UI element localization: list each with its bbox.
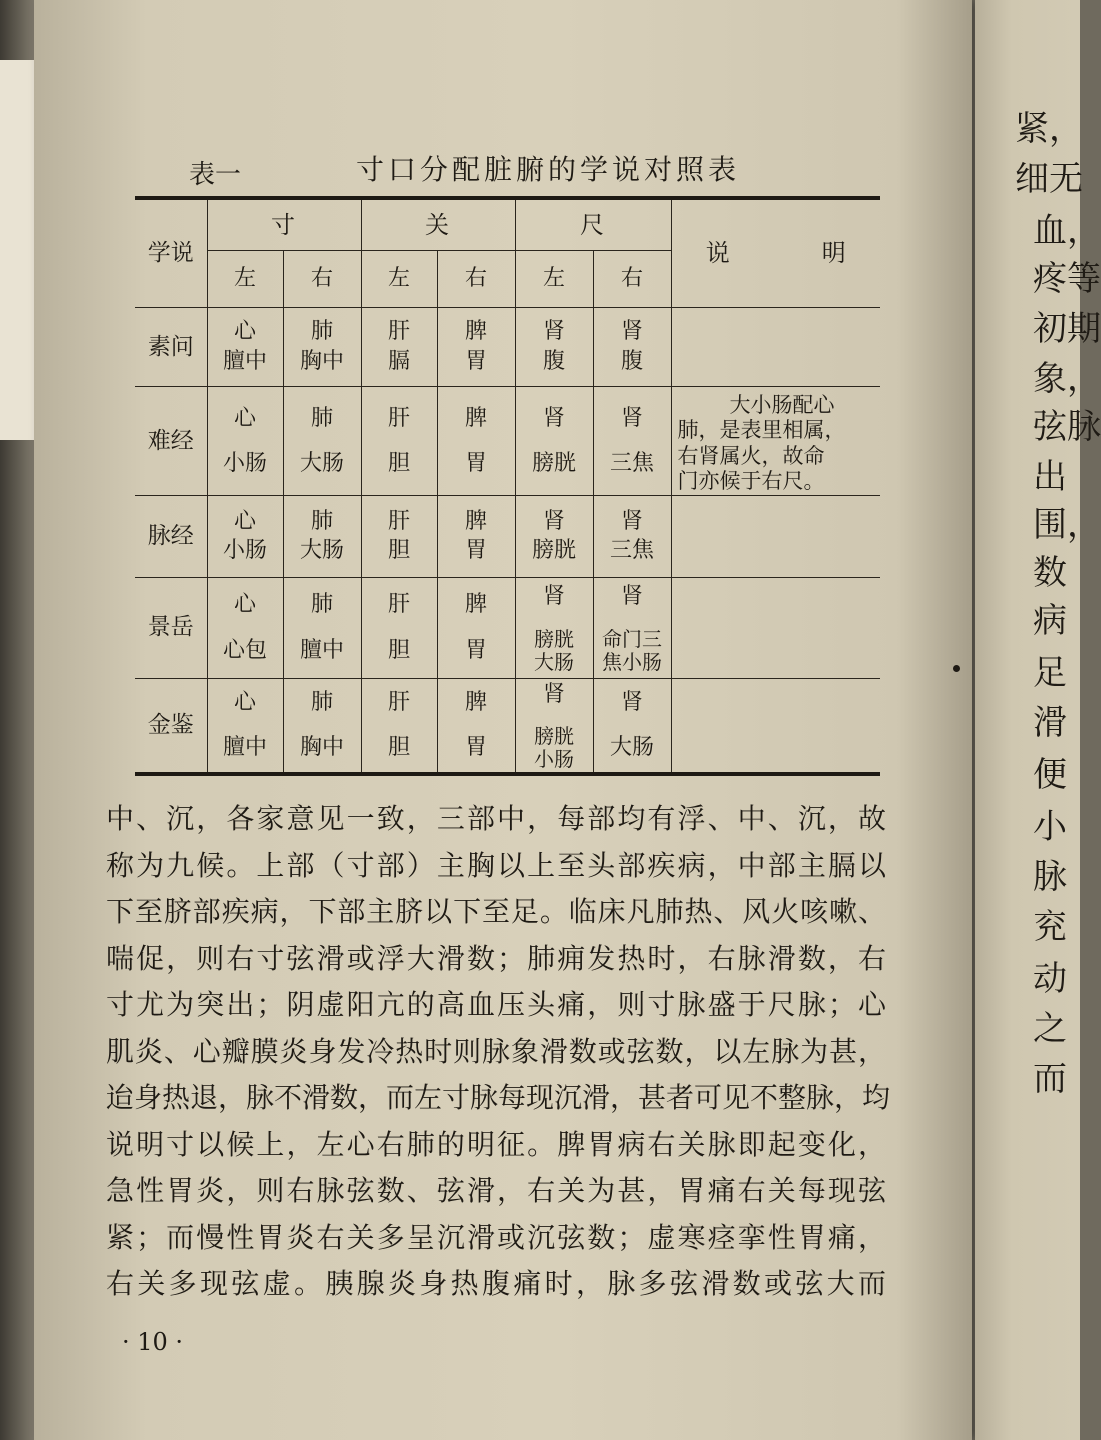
adjacent-page-text: 便 (1033, 755, 1067, 795)
organ-cell (207, 577, 283, 678)
table-row (135, 577, 880, 678)
organ-name: 膻中 (222, 735, 267, 761)
organ-cell (515, 308, 593, 387)
organ-name: 肾 (542, 681, 565, 707)
organ-cell (593, 387, 671, 496)
adjacent-page-text: 围， (1033, 505, 1101, 545)
organ-name: 肺 (310, 592, 333, 618)
organ-name: 肾 (620, 689, 643, 715)
adjacent-page-text: 疼等 (1033, 259, 1101, 299)
organ-cell (207, 678, 283, 774)
page-number: · 10 · (122, 1328, 184, 1356)
organ-name: 胆 (387, 451, 410, 477)
header-right: 右 (283, 251, 361, 308)
organ-name: 胆 (387, 538, 410, 564)
organ-cell (593, 308, 671, 387)
organ-name: 心 (233, 689, 256, 715)
text-line: 肌炎、心瓣膜炎身发冷热时则脉象滑数或弦数，以左脉为甚， (106, 1034, 886, 1068)
organ-name: 肾 (620, 583, 643, 609)
organ-name: 肾 (620, 508, 643, 534)
organ-name: 肾 (542, 319, 565, 345)
organ-name: 心包 (222, 637, 267, 663)
organ-cell (361, 678, 437, 774)
header-left: 左 (361, 251, 437, 308)
organ-cell (207, 387, 283, 496)
organ-cell (437, 496, 515, 577)
text-line: 称为九候。上部（寸部）主胸以上至头部疾病，中部主膈以 (106, 848, 886, 882)
organ-name: 焦小肠 (602, 649, 662, 674)
organ-cell (593, 577, 671, 678)
organ-name: 小肠 (534, 747, 574, 772)
adjacent-page-text: 数 (1033, 553, 1067, 593)
row-school: 金鉴 (135, 678, 207, 774)
adjacent-page-text: 足 (1033, 653, 1067, 693)
explanation-cell (671, 678, 880, 774)
organ-name: 肝 (387, 592, 410, 618)
text-line: 说明寸以候上，左心右肺的明征。脾胃病右关脉即起变化， (106, 1127, 886, 1161)
explanation-cell (671, 308, 880, 387)
adjacent-page-text: 兖 (1033, 907, 1067, 947)
organ-cell (437, 577, 515, 678)
organ-cell (515, 496, 593, 577)
organ-cell (283, 308, 361, 387)
organ-name: 肺 (310, 405, 333, 431)
organ-name: 胆 (387, 735, 410, 761)
organ-name: 三焦 (609, 451, 654, 477)
adjacent-page-text: 动 (1033, 959, 1067, 999)
text-line: 紧；而慢性胃炎右关多呈沉滑或沉弦数；虚寒痉挛性胃痛， (106, 1220, 886, 1254)
organ-name: 胃 (464, 349, 487, 375)
row-school: 景岳 (135, 577, 207, 678)
organ-cell (361, 577, 437, 678)
organ-name: 肾 (542, 405, 565, 431)
row-school: 素问 (135, 308, 207, 387)
organ-name: 脾 (464, 592, 487, 618)
organ-name: 肾 (542, 508, 565, 534)
header-guan: 关 (361, 198, 515, 251)
table-row (135, 387, 880, 496)
book-page (34, 0, 972, 1440)
header-right: 右 (593, 251, 671, 308)
organ-name: 心 (233, 592, 256, 618)
organ-name: 胃 (464, 735, 487, 761)
organ-name: 膻中 (222, 349, 267, 375)
organ-cell (361, 496, 437, 577)
page-edge-tab (0, 60, 37, 440)
table-body (135, 308, 880, 774)
explanation-line: 肺，是表里相属， (677, 418, 846, 443)
organ-cell (593, 678, 671, 774)
organ-name: 脾 (464, 508, 487, 534)
adjacent-page-text: 病 (1033, 601, 1067, 641)
organ-name: 脾 (464, 319, 487, 345)
row-school: 脉经 (135, 496, 207, 577)
organ-name: 小肠 (222, 451, 267, 477)
organ-cell (361, 308, 437, 387)
organ-name: 大肠 (609, 735, 654, 761)
adjacent-page-text: 滑 (1033, 703, 1067, 743)
table-row (135, 308, 880, 387)
organ-name: 大肠 (534, 649, 574, 674)
organ-cell (515, 678, 593, 774)
header-left: 左 (515, 251, 593, 308)
organ-cell (437, 308, 515, 387)
organ-cell (593, 496, 671, 577)
text-line: 右关多现弦虚。胰腺炎身热腹痛时，脉多弦滑数或弦大而 (106, 1267, 886, 1300)
body-paragraph (106, 796, 891, 1308)
organ-cell (207, 496, 283, 577)
organ-name: 肾 (620, 319, 643, 345)
organ-name: 肝 (387, 405, 410, 431)
text-line: 急性胃炎，则右脉弦数、弦滑，右关为甚，胃痛右关每现弦 (106, 1174, 886, 1207)
adjacent-page-text: 出 (1033, 457, 1067, 497)
text-line: 中、沉，各家意见一致，三部中，每部均有浮、中、沉，故 (106, 802, 886, 835)
organ-name: 腹 (542, 349, 565, 375)
table-row (135, 496, 880, 577)
adjacent-page-text: 血， (1033, 211, 1101, 251)
header-row-1 (135, 198, 880, 251)
header-chi: 尺 (515, 198, 671, 251)
organ-name: 胃 (464, 451, 487, 477)
adjacent-page-text: 而 (1033, 1059, 1067, 1099)
text-line: 迨身热退，脉不滑数，而左寸脉每现沉滑，甚者可见不整脉，均 (106, 1081, 891, 1114)
organ-name: 命门三 (602, 626, 662, 651)
organ-name: 膀胱 (534, 724, 574, 749)
page-mark (953, 665, 960, 672)
adjacent-page (975, 0, 1101, 1440)
organ-cell (283, 577, 361, 678)
text-line: 喘促，则右寸弦滑或浮大滑数；肺痈发热时，右脉滑数，右 (106, 941, 886, 975)
header-cun: 寸 (207, 198, 361, 251)
organ-cell (207, 308, 283, 387)
organ-name: 肾 (620, 405, 643, 431)
adjacent-page-text: 小 (1033, 807, 1067, 847)
organ-name: 大肠 (299, 451, 344, 477)
organ-cell (437, 387, 515, 496)
header-school: 学说 (135, 198, 207, 308)
header-explanation-label: 说明 (705, 239, 846, 268)
organ-name: 胃 (464, 538, 487, 564)
explanation-cell (671, 387, 880, 496)
organ-name: 膀胱 (534, 626, 574, 651)
organ-name: 三焦 (609, 538, 654, 564)
adjacent-page-text: 紧， (1015, 109, 1083, 149)
adjacent-page-text: 弦脉 (1033, 407, 1101, 447)
organ-name: 大肠 (299, 538, 344, 564)
table-title: 寸口分配脏腑的学说对照表 (356, 153, 741, 186)
organ-name: 心 (233, 319, 256, 345)
explanation-line: 大小肠配心 (729, 393, 835, 418)
organ-cell (283, 387, 361, 496)
table-row (135, 678, 880, 774)
organ-name: 胸中 (299, 349, 344, 375)
adjacent-page-text: 初期 (1033, 309, 1101, 349)
comparison-table (135, 196, 880, 776)
organ-cell (437, 678, 515, 774)
row-school: 难经 (135, 387, 207, 496)
organ-name: 肺 (310, 689, 333, 715)
organ-cell (283, 678, 361, 774)
organ-name: 心 (233, 405, 256, 431)
header-right: 右 (437, 251, 515, 308)
organ-name: 腹 (620, 349, 643, 375)
organ-name: 肝 (387, 508, 410, 534)
organ-cell (283, 496, 361, 577)
table-number: 表一 (189, 160, 242, 190)
adjacent-page-text: 象， (1033, 359, 1101, 399)
organ-name: 肾 (542, 583, 565, 609)
organ-name: 膈 (387, 349, 410, 375)
organ-name: 膀胱 (531, 538, 576, 564)
adjacent-page-text: 细无 (1015, 159, 1083, 199)
organ-name: 脾 (464, 405, 487, 431)
organ-cell (515, 387, 593, 496)
explanation-line: 右肾属火，故命 (677, 443, 825, 468)
organ-cell (361, 387, 437, 496)
organ-name: 脾 (464, 689, 487, 715)
adjacent-page-text: 之 (1033, 1009, 1067, 1049)
organ-name: 小肠 (222, 538, 267, 564)
organ-name: 膻中 (299, 637, 344, 663)
organ-name: 胆 (387, 637, 410, 663)
header-left: 左 (207, 251, 283, 308)
text-line: 下至脐部疾病，下部主脐以下至足。临床凡肺热、风火咳嗽、 (106, 895, 886, 928)
explanation-line: 门亦候于右尺。 (677, 468, 825, 493)
explanation-cell (671, 496, 880, 577)
text-line: 寸尤为突出；阴虚阳亢的高血压头痛，则寸脉盛于尺脉；心 (106, 988, 886, 1021)
organ-cell (515, 577, 593, 678)
organ-name: 肺 (310, 508, 333, 534)
organ-name: 肝 (387, 319, 410, 345)
header-explanation (671, 198, 880, 308)
organ-name: 肝 (387, 689, 410, 715)
organ-name: 胸中 (299, 735, 344, 761)
organ-name: 肺 (310, 319, 333, 345)
adjacent-page-text: 脉 (1033, 857, 1067, 897)
table-caption (34, 148, 972, 188)
organ-name: 膀胱 (531, 451, 576, 477)
organ-name: 胃 (464, 637, 487, 663)
organ-name: 心 (233, 508, 256, 534)
explanation-cell (671, 577, 880, 678)
